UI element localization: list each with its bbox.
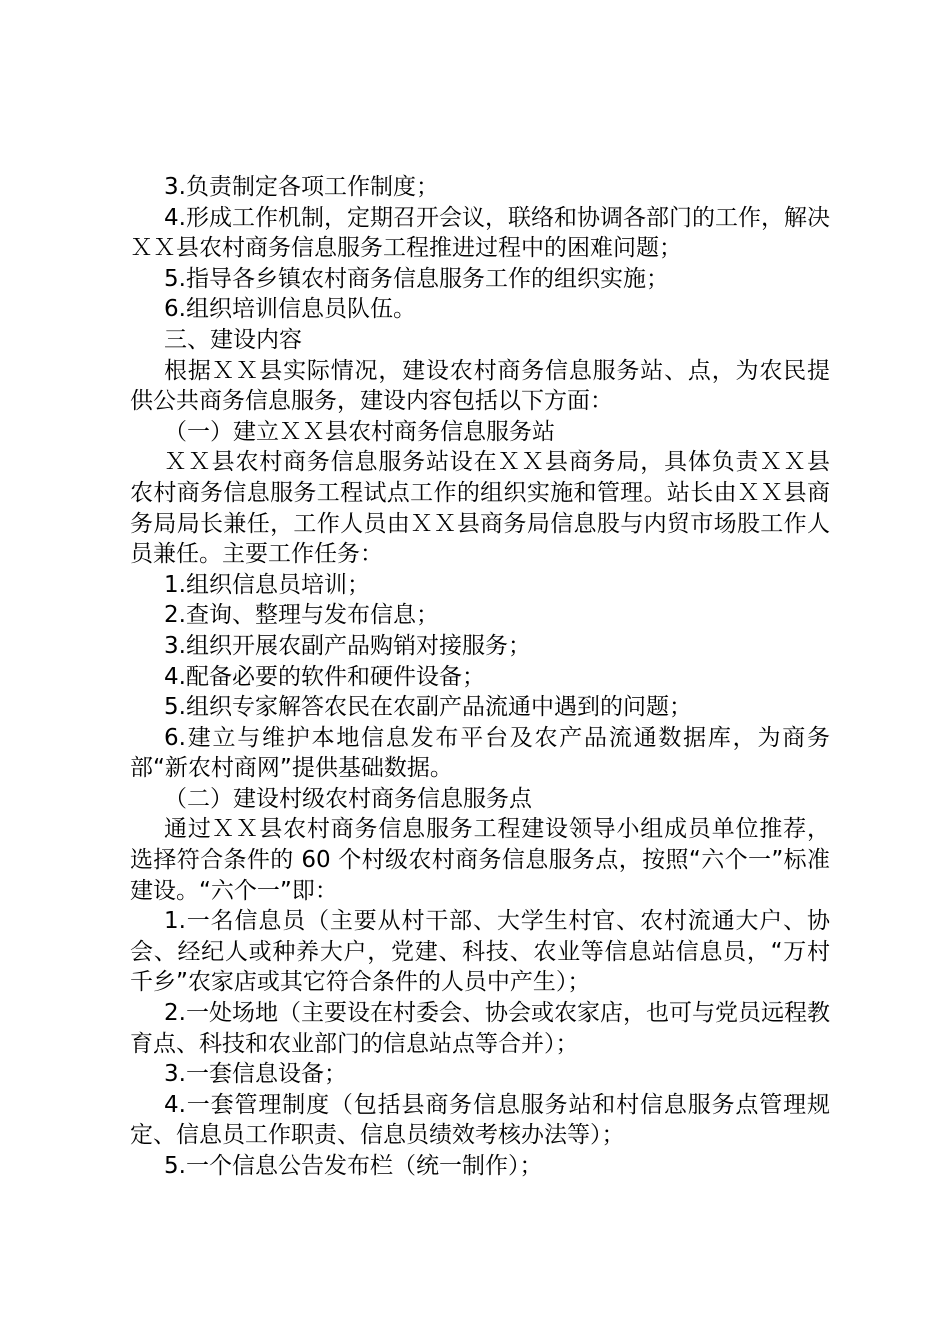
paragraph-task-4: 4.配备必要的软件和硬件设备； bbox=[164, 663, 485, 690]
paragraph-standard-1: 1.一名信息员（主要从村干部、大学生村官、农村流通大户、协会、经纪人或种养大户，党建、科技、农业等信息站信息员，“万村千乡”农家店或其它符合条件的人员中产生）； bbox=[130, 908, 830, 996]
paragraph-construction-intro: 根据ＸＸ县实际情况，建设农村商务信息服务站、点，为农民提供公共商务信息服务，建设内容包括以下方面： bbox=[130, 357, 830, 415]
paragraph-standard-4: 4.一套管理制度（包括县商务信息服务站和村信息服务点管理规定、信息员工作职责、信息员绩效考核办法等）； bbox=[130, 1091, 830, 1149]
paragraph-item-5-guidance: 5.指导各乡镇农村商务信息服务工作的组织实施； bbox=[164, 265, 669, 292]
subheading-county-station: （一）建立ＸＸ县农村商务信息服务站 bbox=[164, 418, 555, 445]
paragraph-task-1: 1.组织信息员培训； bbox=[164, 571, 370, 598]
paragraph-task-2: 2.查询、整理与发布信息； bbox=[164, 602, 439, 629]
paragraph-standard-5: 5.一个信息公告发布栏（统一制作）； bbox=[164, 1153, 543, 1179]
document-page bbox=[130, 172, 830, 1182]
paragraph-item-4-mechanism: 4.形成工作机制，定期召开会议，联络和协调各部门的工作，解决ＸＸ县农村商务信息服务工程推进过程中的困难问题； bbox=[130, 204, 830, 262]
paragraph-item-6-training: 6.组织培训信息员队伍。 bbox=[164, 296, 416, 323]
paragraph-standard-2: 2.一处场地（主要设在村委会、协会或农家店，也可与党员远程教育点、科技和农业部门的信息站点等合并）； bbox=[130, 1000, 830, 1057]
paragraph-item-3-rules: 3.负责制定各项工作制度； bbox=[164, 174, 439, 200]
subheading-village-points: （二）建设村级农村商务信息服务点 bbox=[164, 785, 532, 812]
paragraph-task-6: 6.建立与维护本地信息发布平台及农产品流通数据库，为商务部“新农村商网”提供基础数据。 bbox=[130, 724, 830, 782]
paragraph-task-5: 5.组织专家解答农民在农副产品流通中遇到的问题； bbox=[164, 694, 692, 721]
paragraph-task-3: 3.组织开展农副产品购销对接服务； bbox=[164, 632, 531, 659]
paragraph-village-points: 通过ＸＸ县农村商务信息服务工程建设领导小组成员单位推荐，选择符合条件的 60 个村级农村商务信息服务点，按照“六个一”标准建设。“六个一”即： bbox=[130, 816, 830, 904]
paragraph-county-station: ＸＸ县农村商务信息服务站设在ＸＸ县商务局，具体负责ＸＸ县农村商务信息服务工程试点工作的组织实施和管理。站长由ＸＸ县商务局局长兼任，工作人员由ＸＸ县商务局信息股与内贸市场股工作人员兼任。主要工作任务： bbox=[130, 449, 830, 568]
paragraph-standard-3: 3.一套信息设备； bbox=[164, 1061, 347, 1088]
section-heading-construction: 三、建设内容 bbox=[164, 326, 302, 353]
